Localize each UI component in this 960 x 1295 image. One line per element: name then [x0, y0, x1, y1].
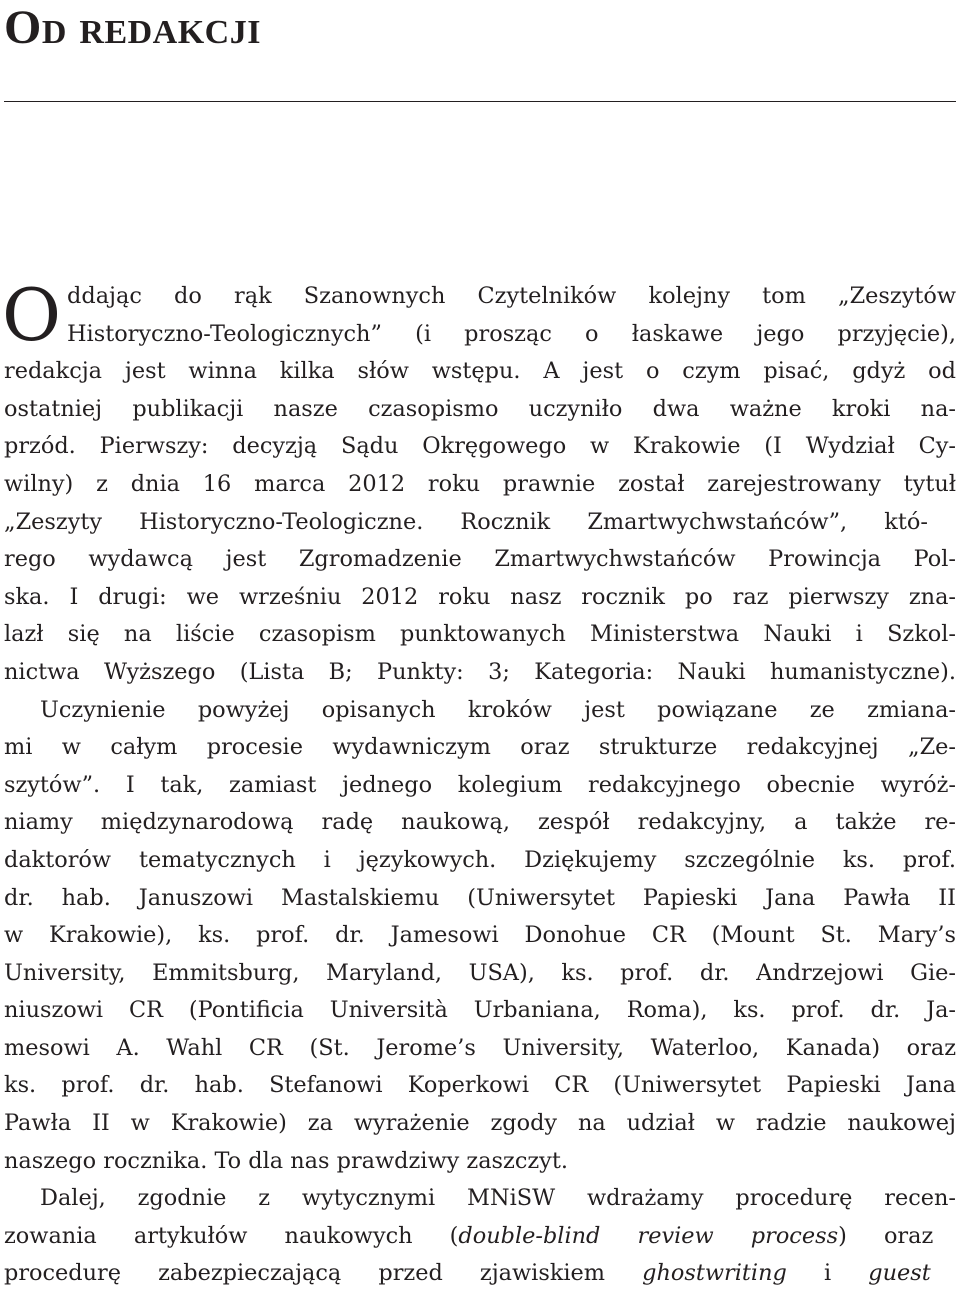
text-run: i	[786, 1260, 869, 1287]
text-line: daktorów tematycznych i językowych. Dziękujemy szczególnie ks. prof.	[4, 846, 956, 873]
text-line: „Zeszyty Historyczno-Teologiczne. Rocznik Zmartwychwstańców”, któ-	[4, 508, 928, 535]
italic-term: double-blind review process	[458, 1222, 839, 1249]
paragraph-3	[4, 1180, 956, 1293]
text-line: ks. prof. dr. hab. Stefanowi Koperkowi CR (Uniwersytet Papieski Jana	[4, 1072, 956, 1099]
title-divider	[4, 101, 956, 102]
text-line: mi w całym procesie wydawniczym oraz strukturze redakcyjnej „Ze-	[4, 734, 956, 761]
text-run: ) oraz	[838, 1222, 934, 1249]
page-title: Od redakcji	[4, 1, 261, 54]
italic-term: guest	[868, 1260, 931, 1287]
text-run: zowania artykułów naukowych (	[4, 1222, 459, 1249]
text-run: procedurę zabezpieczającą przed zjawiskiem	[4, 1260, 643, 1287]
text-line: Historyczno-Teologicznych” (i prosząc o łaskawe jego przyjęcie),	[67, 320, 956, 347]
text-line: University, Emmitsburg, Maryland, USA), ks. prof. dr. Andrzejowi Gie-	[4, 959, 956, 986]
text-line: przód. Pierwszy: decyzją Sądu Okręgowego w Krakowie (I Wydział Cy-	[4, 433, 956, 460]
text-line: rego wydawcą jest Zgromadzenie Zmartwychwstańców Prowincja Pol-	[4, 546, 956, 573]
text-line: ostatniej publikacji nasze czasopismo uczyniło dwa ważne kroki na-	[4, 395, 956, 422]
text-line	[4, 1255, 956, 1293]
text-line: niuszowi CR (Pontificia Università Urbaniana, Roma), ks. prof. dr. Ja-	[4, 997, 956, 1024]
text-line: wilny) z dnia 16 marca 2012 roku prawnie został zarejestrowany tytuł	[4, 470, 956, 497]
text-line: naszego rocznika. To dla nas prawdziwy zaszczyt.	[4, 1147, 568, 1174]
text-line: Uczynienie powyżej opisanych kroków jest powiązane ze zmiana-	[40, 696, 956, 723]
text-line: nictwa Wyższego (Lista B; Punkty: 3; Kategoria: Nauki humanistyczne).	[4, 658, 956, 685]
drop-cap: O	[2, 273, 62, 357]
text-line: dr. hab. Januszowi Mastalskiemu (Uniwersytet Papieski Jana Pawła II	[4, 884, 956, 911]
text-line: ska. I drugi: we wrześniu 2012 roku nasz rocznik po raz pierwszy zna-	[4, 583, 956, 610]
text-line: szytów”. I tak, zamiast jednego kolegium redakcyjnego obecnie wyróż-	[4, 771, 956, 798]
text-line: mesowi A. Wahl CR (St. Jerome’s University, Waterloo, Kanada) oraz	[4, 1034, 956, 1061]
text-line: Pawła II w Krakowie) za wyrażenie zgody na udział w radzie naukowej	[4, 1110, 956, 1137]
text-line	[4, 1218, 956, 1256]
article-body	[2, 273, 956, 1293]
text-line: niamy międzynarodową radę naukową, zespół redakcyjny, a także re-	[4, 809, 956, 836]
text-line: lazł się na liście czasopism punktowanych Ministerstwa Nauki i Szkol-	[4, 621, 956, 648]
text-line: ddając do rąk Szanownych Czytelników kolejny tom „Zeszytów	[67, 283, 956, 309]
text-line: redakcja jest winna kilka słów wstępu. A jest o czym pisać, gdyż od	[4, 358, 956, 385]
text-line: Dalej, zgodnie z wytycznymi MNiSW wdrażamy procedurę recen-	[40, 1185, 956, 1212]
paragraph-1	[2, 273, 956, 692]
italic-term: ghostwriting	[642, 1260, 787, 1287]
text-line: w Krakowie), ks. prof. dr. Jamesowi Donohue CR (Mount St. Mary’s	[4, 922, 956, 949]
paragraph-2	[4, 692, 956, 1181]
